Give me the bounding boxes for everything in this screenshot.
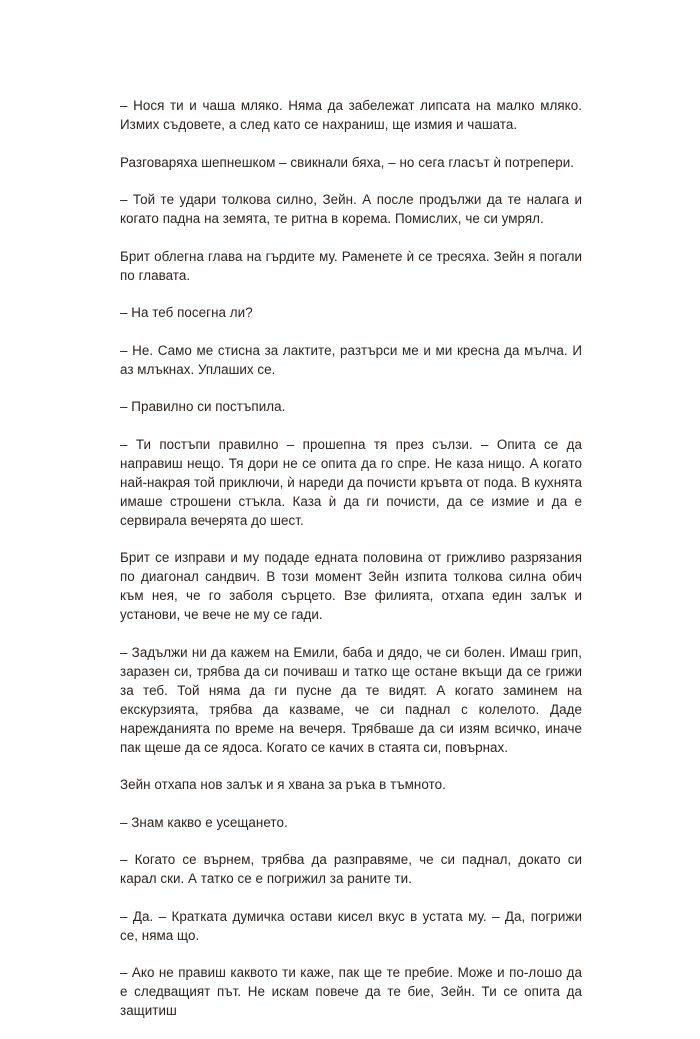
paragraph: Зейн отхапа нов залък и я хвана за ръка в тъмното. [120, 777, 446, 792]
paragraph: – Не. Само ме стисна за лактите, разтърси ме и ми кресна да мълча. И аз млъкнах. Уплаших се. [120, 342, 582, 377]
paragraph: Брит се изправи и му подаде едната половина от грижливо разрязания по диагонал сандвич. В този момент Зейн изпита толкова силна обич към нея, че го заболя сърцето. Взе филията, отхапа един залък и установи, че вече не му се гади. [120, 550, 582, 622]
body-text [120, 96, 582, 1039]
paragraph: – На теб посегна ли? [120, 305, 253, 320]
paragraph: Разговаряха шепнешком – свикнали бяха, – но сега гласът ѝ потрепери. [120, 154, 575, 170]
paragraph: – Правилно си постъпила. [120, 399, 286, 414]
paragraph: – Когато се върнем, трябва да разправяме, че си паднал, докато си карал ски. А татко се е погрижил за раните ти. [120, 852, 582, 886]
paragraph: – Да. – Кратката думичка остави кисел вкус в устата му. – Да, погрижи се, няма що. [120, 908, 582, 943]
paragraph: – Ти постъпи правилно – прошепна тя през сълзи. – Опита се да направиш нещо. Тя дори не се опита да го спре. Не каза нищо. А когато най-накрая той приключи, ѝ нареди да почисти кръвта от пода. В кухнята имаше строшени стъкла. Каза ѝ да ги почисти, да се измие и да е сервирала вечерята до шест. [120, 436, 582, 528]
paragraph: – Той те удари толкова силно, Зейн. А после продължи да те налага и когато падна на земята, те ритна в корема. Помислих, че си умрял. [120, 192, 582, 226]
paragraph: Брит облегна глава на гърдите му. Раменете ѝ се тресяха. Зейн я погали по главата. [120, 248, 582, 283]
paragraph: – Задължи ни да кажем на Емили, баба и дядо, че си болен. Имаш грип, заразен си, трябва да си почиваш и татко ще остане вкъщи да се грижи за теб. Той няма да ги пусне да те видят. А когато заминем на екскурзията, трябва да казваме, че си паднал с колелото. Даде нарежданията по време на вечеря. Трябваше да си изям всичко, иначе пак щеше да се ядоса. Когато се качих в стаята си, повърнах. [120, 644, 582, 755]
paragraph: – Ако не правиш каквото ти каже, пак ще те пребие. Може и по-лошо да е следващият път. Не искам повече да те бие, Зейн. Ти се опита да защитиш [120, 965, 582, 1018]
paragraph: – Нося ти и чаша мляко. Няма да забележат липсата на малко мляко. Измих съдовете, а след като се нахраниш, ще измия и чашата. [120, 98, 582, 132]
paragraph: – Знам какво е усещането. [120, 814, 288, 830]
